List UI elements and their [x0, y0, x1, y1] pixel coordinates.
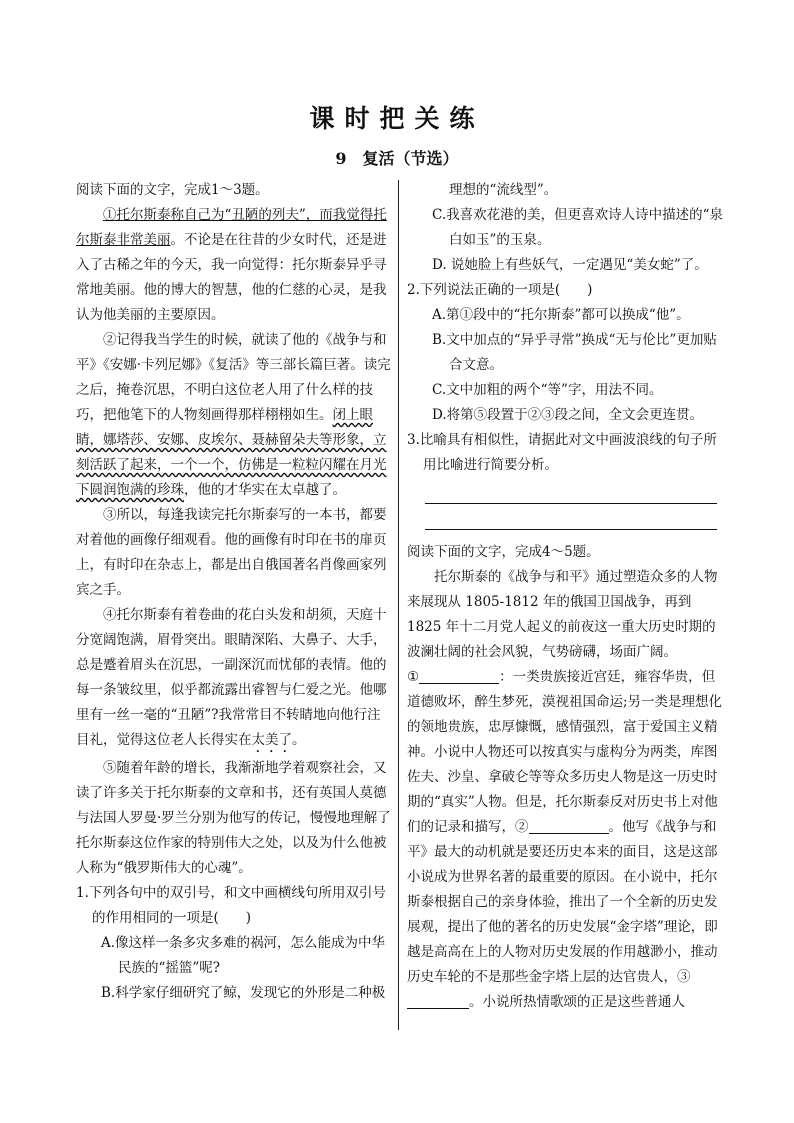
blank-1[interactable]: [419, 667, 499, 684]
paragraph-7: [407, 665, 725, 1015]
answer-line-1[interactable]: [425, 478, 717, 504]
dotted-phrase: 太美了: [251, 732, 292, 748]
left-column: [76, 178, 394, 1006]
blank-3[interactable]: [407, 992, 469, 1009]
question-2-option-b: B.文中加点的“异乎寻常”换成“无与伦比”更加贴合文意。: [432, 332, 717, 373]
blank-2-label: ②: [515, 819, 529, 835]
page-title: 课时把关练: [309, 104, 485, 133]
lesson-subtitle: 9 复活（节选）: [335, 149, 459, 168]
question-2-option-d: D.将第⑤段置于②③段之间，全文会更连贯。: [432, 407, 704, 423]
question-1-option-b-continued: 理想的“流线型”。: [449, 182, 558, 198]
right-column: [407, 178, 725, 1015]
section-spacer: [407, 530, 725, 540]
paragraph-2-start: ②记得我当学生的时候，就读了他的《战争与和平》《安娜·卡列尼娜》《复活》等三部长篇巨著。读完之后，掩卷沉思，不明白这位老人用了什么样的技巧，把他笔下的人物刻画得那样栩栩如生。: [76, 332, 391, 423]
paragraph-1: [76, 203, 394, 328]
paragraph-2-end: ，他的才华实在太卓越了。: [184, 482, 346, 498]
blank-3-text: 。小说所热情歌颂的正是这些普通人: [469, 994, 685, 1010]
wavy-underlined-sentence: 闭上眼睛，娜塔莎、安娜、皮埃尔、聂赫留朵夫等形象，立刻活跃了起来，一个一个，仿佛是一粒粒闪耀在月光下圆润饱满的珍珠: [76, 407, 387, 498]
paragraph-4-start: ④托尔斯泰有着卷曲的花白头发和胡须，天庭十分宽阔饱满，眉骨突出。眼睛深陷、大鼻子、大手，总是蹙着眉头在沉思，一副深沉而忧郁的表情。他的每一条皱纹里，似乎都流露出睿智与仁爱之光。他哪里有一丝一毫的“丑陋”?我常常目不转睛地向他行注目礼，觉得这位老人长得实在: [76, 607, 387, 748]
column-divider: [398, 180, 399, 1030]
paragraph-6: 托尔斯泰的《战争与和平》通过塑造众多的人物来展现从 1805-1812 年的俄国卫国战争，再到 1825 年十二月党人起义的前夜这一重大历史时期的波澜壮阔的社会风貌，气势磅礴，场面广阔。: [407, 569, 718, 660]
question-2-option-c: C.文中加粗的两个“等”字，用法不同。: [432, 382, 663, 398]
paragraph-5: ⑤随着年龄的增长，我渐渐地学着观察社会，又读了许多关于托尔斯泰的文章和书，还有英国人莫德与法国人罗曼·罗兰分别为他写的传记，慢慢地理解了托尔斯泰这位作家的特别伟大之处，以及为什么他被人称为“俄罗斯伟大的心魂”。: [76, 760, 391, 876]
question-2: 2.下列说法正确的一项是( ): [407, 282, 593, 298]
paragraph-4: [76, 603, 394, 756]
paragraph-4-end: 。: [292, 732, 306, 748]
paragraph-1-rest: 。不论是在往昔的少女时代，还是进入了古稀之年的今天，我一向觉得：托尔斯泰异乎寻常地美丽。他的博大的智慧，他的仁慈的心灵，是我认为他美丽的主要原因。: [76, 232, 387, 323]
question-1-option-b: B.科学家仔细研究了鲸，发现它的外形是二种极: [101, 985, 386, 1001]
underlined-sentence: ①托尔斯泰称自己为“丑陋的列夫”，而我觉得托尔斯泰非常美丽: [76, 207, 387, 248]
blank-2[interactable]: [529, 817, 609, 834]
question-1-option-d: D. 说她脸上有些妖气，一定遇见“美女蛇”了。: [432, 257, 708, 273]
blank-1-label: ①: [407, 669, 420, 685]
question-2-option-a: A.第①段中的“托尔斯泰”都可以换成“他”。: [432, 307, 690, 323]
paragraph-2: [76, 328, 394, 503]
answer-line-2[interactable]: [425, 504, 717, 530]
question-1: 1.下列各句中的双引号，和文中画横线句所用双引号的作用相同的一项是( ): [76, 885, 386, 926]
question-1-option-c: C.我喜欢花港的美，但更喜欢诗人诗中描述的“泉白如玉”的玉泉。: [432, 207, 724, 248]
reading-instruction-1: 阅读下面的文字，完成1～3题。: [76, 182, 269, 198]
reading-instruction-2: 阅读下面的文字，完成4～5题。: [407, 544, 600, 560]
blank-3-label: ③: [677, 969, 691, 985]
blank-1-text: ：一类贵族接近宫廷，雍容华贵，但道德败坏，醉生梦死，漠视祖国命运;另一类是理想化的领地贵族，忠厚慷慨，感情强烈，富于爱国主义精神。小说中人物还可以按真实与虚构分为两类，库图佐夫、沙皇、拿破仑等等众多历史人物是这一历史时期的“真实”人物。但是，托尔斯泰反对历史书上对他们的记录和描写，: [407, 669, 723, 835]
blank-2-text: 。他写《战争与和平》最大的动机就是要还历史本来的面目，这是这部小说成为世界名著的最重要的原因。在小说中，托尔斯泰根据自己的亲身体验，推出了一个全新的历史发展观，提出了他的著名的历史发展“金字塔”理论，即越是高高在上的人物对历史发展的作用越渺小，推动历史车轮的不是那些金字塔上层的达官贵人，: [407, 819, 718, 985]
question-3: 3.比喻具有相似性，请据此对文中画波浪线的句子所用比喻进行简要分析。: [407, 432, 717, 473]
paragraph-3: ③所以，每逢我读完托尔斯泰写的一本书，都要对着他的画像仔细观看。他的画像有时印在书的扉页上，有时印在杂志上，都是出自俄国著名肖像画家列宾之手。: [76, 507, 387, 598]
question-1-option-a: A.像这样一条多灾多难的祸河，怎么能成为中华民族的“摇篮”呢?: [101, 935, 386, 976]
